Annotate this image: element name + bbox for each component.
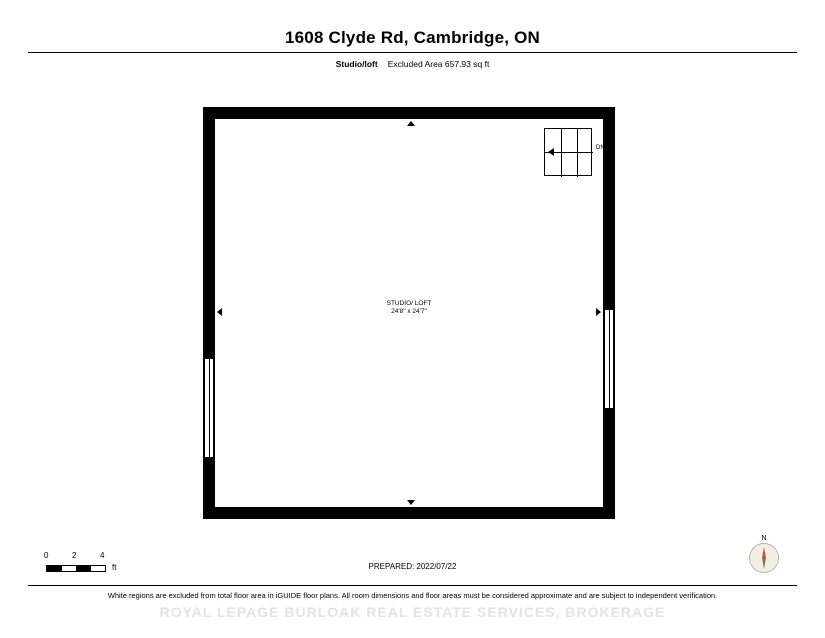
window-left [204, 359, 214, 457]
page-title: 1608 Clyde Rd, Cambridge, ON [284, 28, 540, 47]
compass-rose-icon [744, 534, 784, 582]
stairs-down-icon [544, 128, 592, 176]
compass-needle-south [762, 558, 766, 569]
room-name: STUDIO/ LOFT [386, 300, 432, 307]
header-divider [28, 52, 797, 53]
scale-unit-label: ft [112, 563, 117, 572]
prepared-date: PREPARED: 2022/07/22 [368, 562, 457, 571]
stairs-down-label: DN [596, 145, 605, 151]
floorplan-drawing [203, 107, 615, 519]
footer-divider [28, 585, 797, 586]
wall-top [203, 107, 615, 119]
room-dimensions: 24'8" x 24'7" [391, 308, 427, 315]
scale-tick-2: 2 [72, 551, 77, 560]
scale-tick-4: 4 [100, 551, 105, 560]
compass-dial [749, 543, 779, 573]
brokerage-watermark: ROYAL LEPAGE BURLOAK REAL ESTATE SERVICES, BROKERAGE [159, 604, 666, 620]
scale-tick-0: 0 [44, 551, 49, 560]
wall-bottom [203, 507, 615, 519]
excluded-area-label: Excluded Area 657.93 sq ft [387, 59, 490, 69]
dimension-arrow-bottom [407, 500, 415, 505]
compass-needle-north [762, 547, 766, 558]
level-label: Studio/loft [335, 59, 378, 69]
disclaimer-text: White regions are excluded from total floor area in iGUIDE floor plans. All room dimensions and floor areas must be considered approximate and are subject to independent verification. [107, 591, 718, 600]
window-right [604, 310, 614, 408]
dimension-arrow-top [407, 121, 415, 126]
compass-north-label: N [761, 535, 767, 542]
room-label [203, 300, 615, 316]
plan-subtitle [0, 59, 825, 69]
